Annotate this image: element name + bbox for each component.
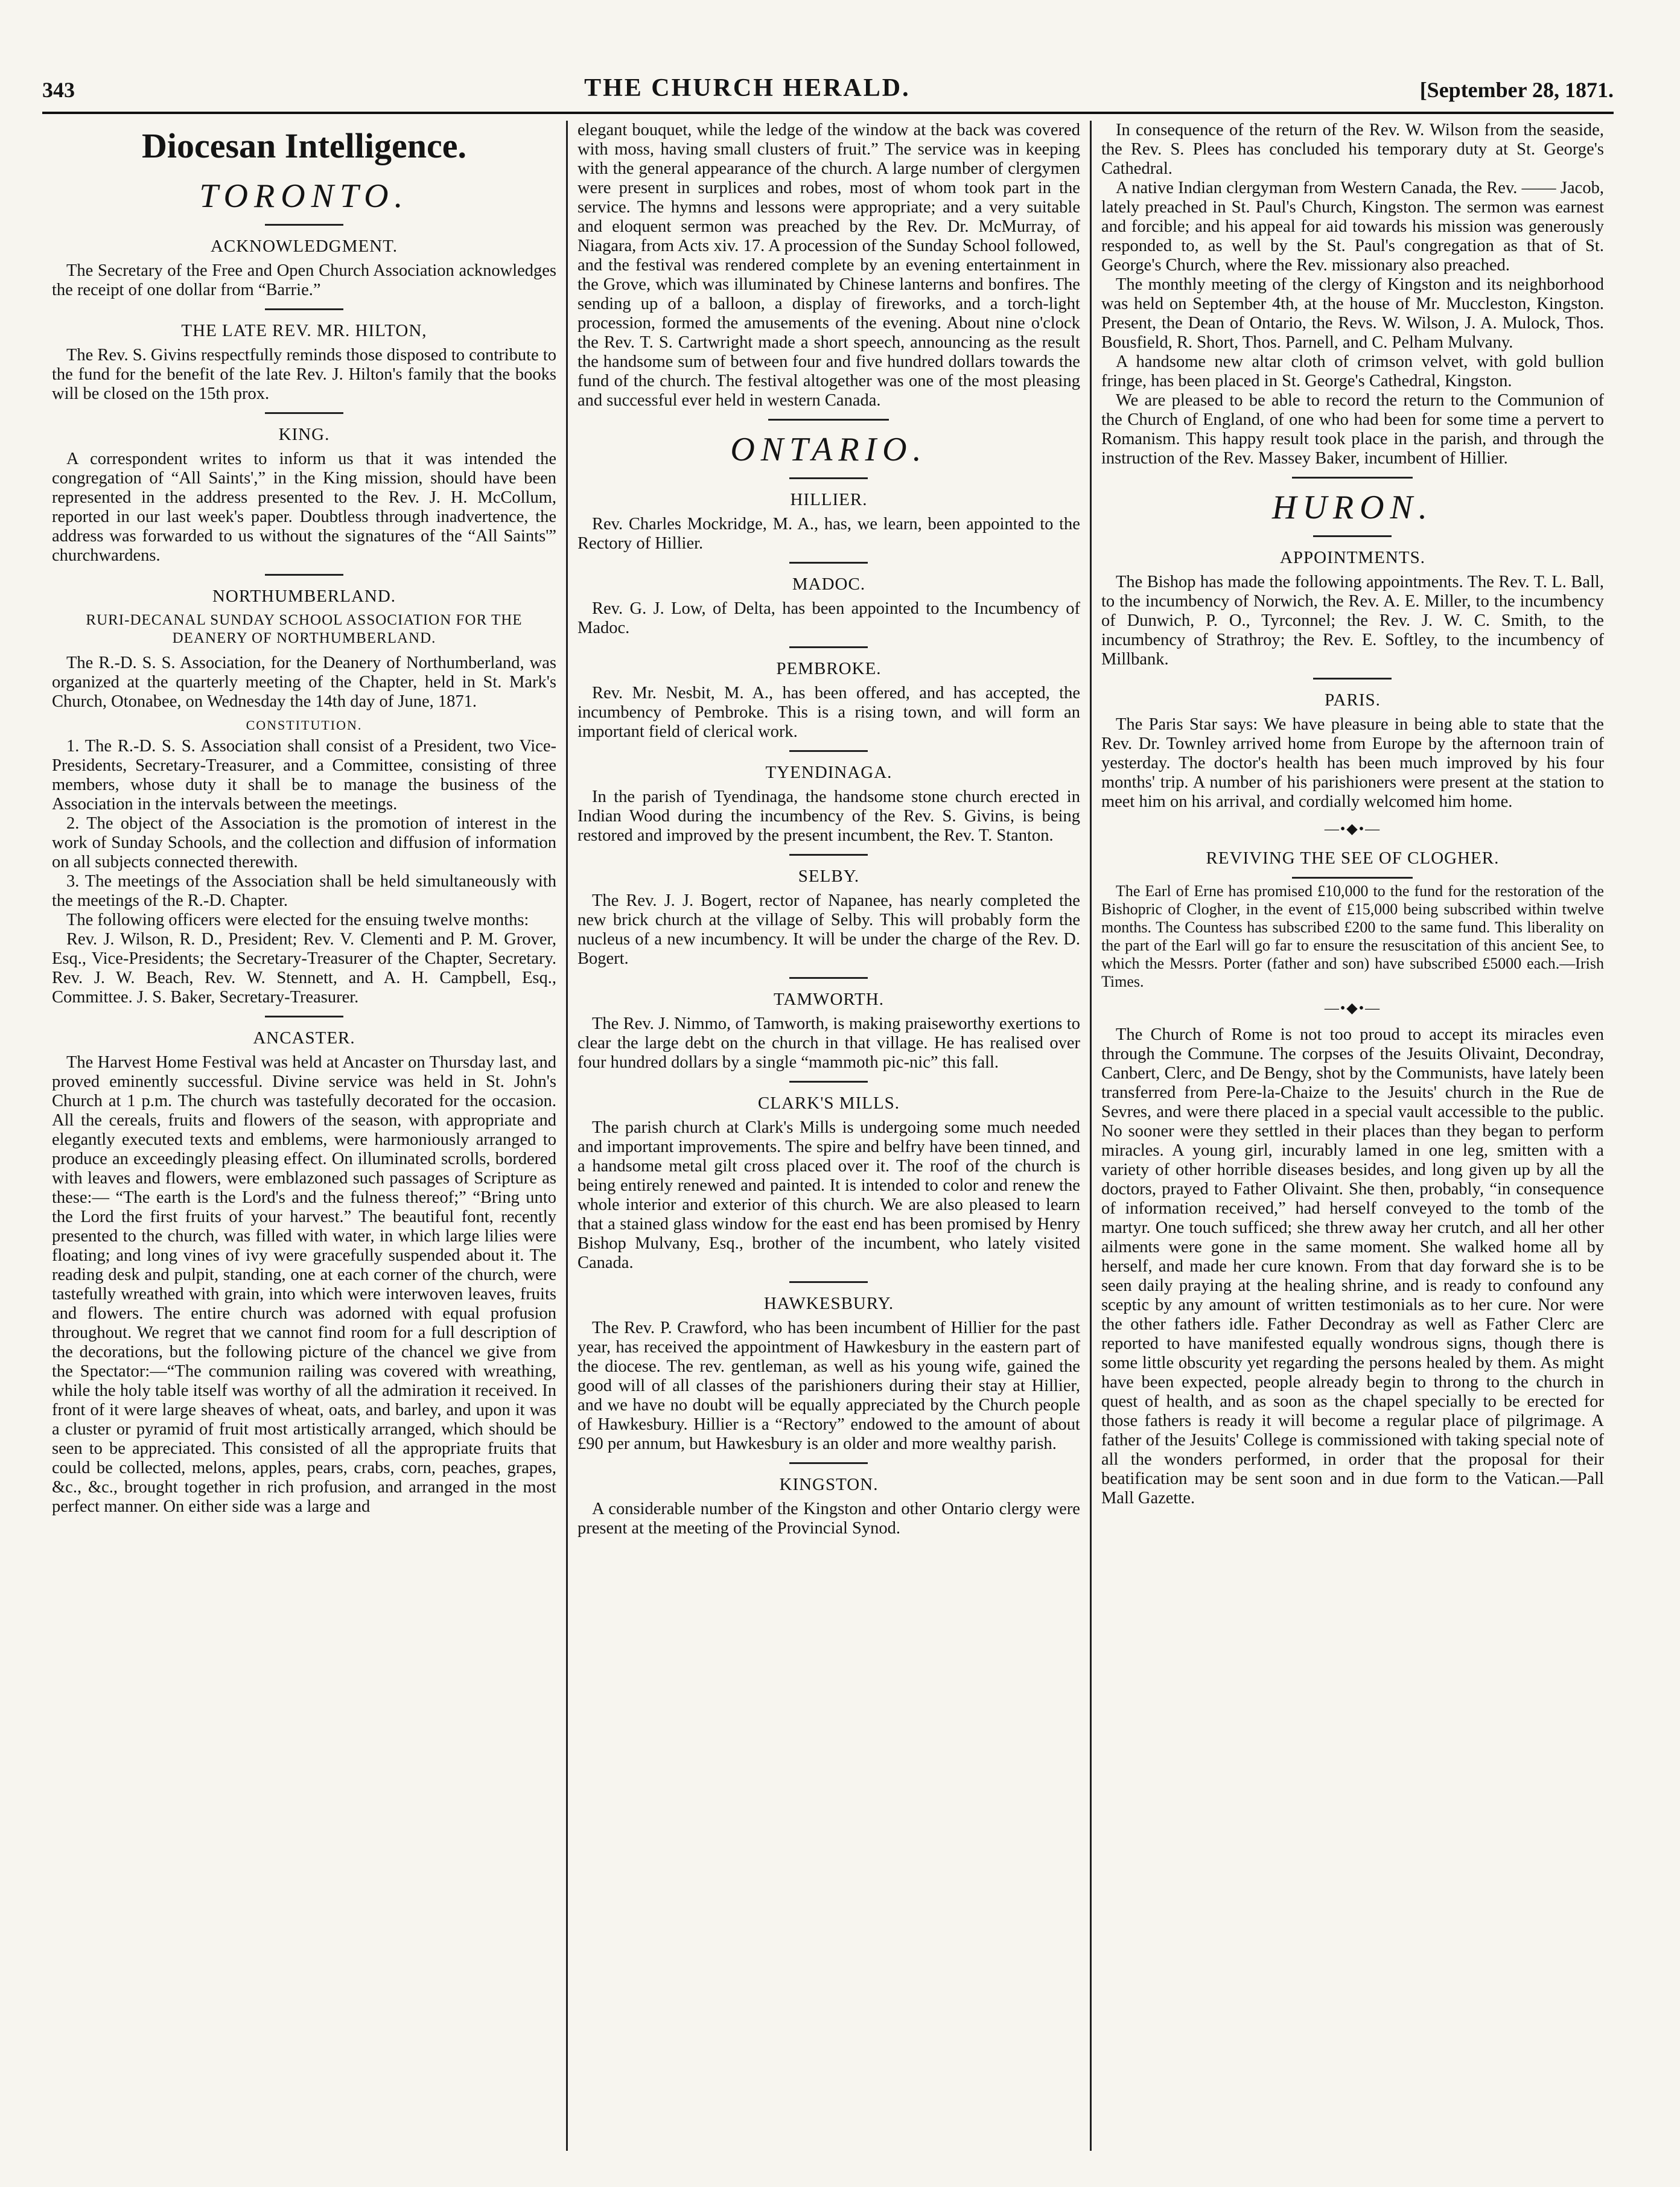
association-heading: RURI-DECANAL SUNDAY SCHOOL ASSOCIATION FOR THE DEANERY OF NORTHUMBERLAND. — [86, 612, 523, 646]
article-title: HILLIER. — [790, 490, 868, 509]
article-text: A native Indian clergyman from Western Canada, the Rev. —— Jacob, lately preached in St. Paul's Church, Kingston. The sermon was earnest and forcible; and his appeal for aid towards his mission was generously responded to, as well by the St. Paul's congregation as that of St. George's Church, where the Rev. missionary also preached. — [1101, 179, 1604, 275]
article-title: ACKNOWLEDGMENT. — [210, 237, 398, 256]
article-text: Rev. J. Wilson, R. D., President; Rev. V. Clementi and P. M. Grover, Esq., Vice-Presidents; the Secretary-Treasurer of the Chapter, Secretary. Rev. J. W. Beach, Rev. W. Stennett, and A. H. Campbell, Esq., Committee. J. S. Baker, Secretary-Treasurer. — [52, 930, 556, 1007]
issue-date: [September 28, 1871. — [1419, 78, 1614, 102]
article-text: Rev. G. J. Low, of Delta, has been appointed to the Incumbency of Madoc. — [577, 599, 1080, 637]
article-title: NORTHUMBERLAND. — [212, 587, 396, 606]
article-text: A correspondent writes to inform us that it was intended the congregation of “All Saints',” in the King mission, should have been represented in the address presented to the Rev. J. H. McCollum, reported in our last week's paper. Doubtless through inadvertence, the address was forwarded to us without the signatures of the “All Saints'” churchwardens. — [52, 450, 556, 565]
article-title: TAMWORTH. — [774, 990, 884, 1009]
divider — [789, 1462, 868, 1464]
article-title: REVIVING THE SEE OF CLOGHER. — [1206, 848, 1500, 868]
divider — [265, 574, 343, 576]
divider — [789, 646, 868, 648]
section-title-huron: HURON. — [1272, 489, 1433, 526]
article-text: The Rev. P. Crawford, who has been incumbent of Hillier for the past year, has received the appointment of Hawkesbury in the eastern part of the diocese. The rev. gentleman, as well as his young wife, gained the good will of all classes of the parishioners during their stay at Hillier, and we have no doubt will be equally appreciated by the Church people of Hawkesbury. Hillier is a “Rectory” endowed to the amount of about £90 per annum, but Hawkesbury is an older and more wealthy parish. — [577, 1319, 1080, 1453]
article-text: The Rev. J. J. Bogert, rector of Napanee, has nearly completed the new brick church at the village of Selby. This will probably form the nucleus of a new incumbency. It will be under the charge of the Rev. D. Bogert. — [577, 891, 1080, 968]
header-rule — [42, 112, 1614, 114]
article-text-continued: elegant bouquet, while the ledge of the window at the back was covered with moss, having small clusters of fruit.” The service was in keeping with the general appearance of the church. A large number of clergymen were present in surplices and robes, most of whom took part in the service. The hymns and lessons were appropriate; and a very suitable and eloquent sermon was preached by the Rev. Dr. McMurray, of Niagara, from Acts xiv. 17. A procession of the Sunday School followed, and the festival was rendered complete by an evening entertainment in the Grove, which was illuminated by Chinese lanterns and bonfires. The sending up of a balloon, a display of fireworks, and a torch-light procession, formed the amusements of the evening. About nine o'clock the Rev. T. S. Cartwright made a short speech, announcing as the result the handsome sum of between four and five hundred dollars towards the fund of the church. The festival altogether was one of the most pleasing and successful ever held in western Canada. — [577, 121, 1080, 410]
column-1 — [42, 121, 566, 2151]
divider — [265, 412, 343, 414]
divider — [789, 977, 868, 979]
article-text: The Earl of Erne has promised £10,000 to the fund for the restoration of the Bishopric of Clogher, in the event of £15,000 being subscribed within twelve months. The Countess has subscribed £200 to the same fund. This liberality on the part of the Earl will go far to ensure the resuscitation of this ancient See, to which the Messrs. Porter (father and son) have subscribed £5000 each.—Irish Times. — [1101, 882, 1604, 990]
article-text: The Bishop has made the following appointments. The Rev. T. L. Ball, to the incumbency of Norwich, the Rev. A. E. Miller, to the incumbency of Dunwich, P. O., Tyrconnel; the Rev. J. W. C. Smith, to the incumbency of Strathroy; the Rev. E. Softley, to the incumbency of Millbank. — [1101, 573, 1604, 669]
page-number: 343 — [42, 78, 75, 102]
article-title: CLARK'S MILLS. — [757, 1094, 900, 1113]
divider — [789, 750, 868, 752]
divider — [789, 854, 868, 856]
article-text: The Paris Star says: We have pleasure in being able to state that the Rev. Dr. Townley arrived home from Europe by the afternoon train of yesterday. The doctor's health has been much improved by his four months' trip. A number of his parishioners were present at the station to meet him on his arrival, and cordially welcomed him home. — [1101, 715, 1604, 811]
masthead: THE CHURCH HERALD. — [584, 74, 911, 102]
divider — [265, 308, 343, 310]
article-title: APPOINTMENTS. — [1279, 548, 1425, 567]
divider — [265, 1016, 343, 1017]
article-text: The Rev. S. Givins respectfully reminds those disposed to contribute to the fund for the benefit of the late Rev. J. Hilton's family that the books will be closed on the 15th prox. — [52, 346, 556, 403]
section-title-ontario: ONTARIO. — [730, 431, 928, 468]
article-text: The R.-D. S. S. Association, for the Deanery of Northumberland, was organized at the quarterly meeting of the Chapter, held in St. Mark's Church, Otonabee, on Wednesday the 14th day of June, 1871. — [52, 654, 556, 711]
article-text: Rev. Charles Mockridge, M. A., has, we learn, been appointed to the Rectory of Hillier. — [577, 515, 1080, 553]
divider — [1313, 678, 1392, 680]
article-text: The following officers were elected for the ensuing twelve months: — [66, 911, 529, 929]
article-text: In the parish of Tyendinaga, the handsome stone church erected in Indian Wood during the incumbency of the Rev. S. Givins, is being restored and improved by the present incumbent, the Rev. T. Stanton. — [577, 788, 1080, 845]
article-text: We are pleased to be able to record the return to the Communion of the Church of England, of one who had been for some time a pervert to Romanism. This happy result took place in the parish, and through the instruction of the Rev. Massey Baker, incumbent of Hillier. — [1101, 391, 1604, 468]
divider — [1292, 477, 1413, 479]
article-title: ANCASTER. — [253, 1028, 355, 1048]
section-title-toronto: TORONTO. — [199, 177, 409, 215]
divider — [265, 224, 343, 226]
ornamental-divider: —•◆•— — [1324, 821, 1381, 837]
column-2 — [566, 121, 1090, 2151]
article-text: The Church of Rome is not too proud to accept its miracles even through the Commune. The corpses of the Jesuits Olivaint, Decondray, Canbert, Clerc, and De Bengy, shot by the Communists, have lately been transferred from Pere-la-Chaize to the Jesuits' church in the Rue de Sevres, and were there placed in a special vault accessible to the public. No sooner were they settled in their places than they began to perform miracles. A young girl, incurably lamed in one leg, smitten with a variety of other horrible diseases besides, and long given up by all the doctors, prayed to Father Olivaint. She then, probably, “in consequence of information received,” had herself conveyed to the tomb of the martyr. One touch sufficed; she threw away her crutch, and all her other ailments were gone in the same moment. She walked home all by herself, and made her cure known. From that day forward she is to be seen daily praying at the healing shrine, and is ready to confound any sceptic by any amount of written testimonials as to her cure. Nor were the other fathers idle. Father Decondray as well as Father Clerc are reported to have manifested equally wondrous signs, though there is some little obscurity yet regarding the persons healed by them. As might have been expected, people already begin to throng to the church in quest of health, and as soon as the chapel specially to be erected for those fathers is ready it will become a regular place of pilgrimage. A father of the Jesuits' College is commissioned with taking special note of all the wonders performed, in order that the proposal for their beatification may be sent soon and in due form to the Vatican.—Pall Mall Gazette. — [1101, 1025, 1604, 1507]
article-title: TYENDINAGA. — [765, 763, 892, 782]
article-text: 1. The R.-D. S. S. Association shall consist of a President, two Vice-Presidents, Secretary-Treasurer, and a Committee, consisting of three members, whose duty it shall be to manage the business of the Association in the intervals between the meetings. — [52, 737, 556, 813]
article-title: KINGSTON. — [779, 1475, 879, 1494]
divider — [1292, 877, 1413, 879]
article-text: In consequence of the return of the Rev. W. Wilson from the seaside, the Rev. S. Plees has concluded his temporary duty at St. George's Cathedral. — [1101, 121, 1604, 178]
article-text: A considerable number of the Kingston and other Ontario clergy were present at the meeting of the Provincial Synod. — [577, 1500, 1080, 1538]
article-text: The Harvest Home Festival was held at Ancaster on Thursday last, and proved eminently successful. Divine service was held in St. John's Church at 1 p.m. The church was tastefully decorated for the occasion. All the cereals, fruits and flowers of the season, with appropriate and elegantly executed texts and emblems, were harmoniously arranged to produce an exceedingly pleasing effect. On illuminated scrolls, bordered with leaves and flowers, were emblazoned such passages of Scripture as these:— “The earth is the Lord's and the fulness thereof;” “Bring unto the Lord the first fruits of your harvest.” The beautiful font, recently presented to the church, was filled with water, in which large lilies were floating; and long vines of ivy were gracefully suspended about it. The reading desk and pulpit, standing, one at each corner of the church, were tastefully wreathed with grain, into which were interwoven leaves, fruits and flowers. The entire church was adorned with equal profusion throughout. We regret that we cannot find room for a full description of the decorations, but the following picture of the chancel we give from the Spectator:—“The communion railing was covered with wreathing, while the holy table itself was worthy of all the admiration it received. In front of it were large sheaves of wheat, oats, and barley, and upon it was a cluster or pyramid of fruit most artistically arranged, which should be seen to be appreciated. This consisted of all the appropriate fruits that could be collected, melons, apples, pears, crabs, corn, peaches, grapes, &c., &c., brought together in rich profusion, and arranged in the most perfect manner. On either side was a large and — [52, 1053, 556, 1516]
divider — [1313, 535, 1392, 537]
article-text: A handsome new altar cloth of crimson velvet, with gold bullion fringe, has been placed in St. George's Cathedral, Kingston. — [1101, 352, 1604, 390]
divider — [768, 419, 889, 421]
section-heading-diocesan: Diocesan Intelligence. — [141, 126, 466, 165]
article-text: The Secretary of the Free and Open Church Association acknowledges the receipt of one dollar from “Barrie.” — [52, 261, 556, 299]
divider — [789, 1281, 868, 1283]
running-head — [42, 60, 1614, 103]
divider — [789, 1081, 868, 1083]
article-title: PEMBROKE. — [776, 659, 882, 678]
constitution-heading: CONSTITUTION. — [246, 718, 363, 733]
divider — [789, 562, 868, 564]
columns — [42, 121, 1614, 2151]
article-title: MADOC. — [792, 575, 866, 594]
article-title: SELBY. — [798, 867, 860, 886]
article-title: HAWKESBURY. — [763, 1294, 894, 1313]
article-text: The parish church at Clark's Mills is undergoing some much needed and important improvements. The spire and belfry have been tinned, and a handsome metal gilt cross placed over it. The roof of the church is being entirely renewed and painted. It is intended to color and renew the whole interior and exterior of this church. We are also pleased to learn that a stained glass window for the east end has been promised by Henry Bishop Mulvany, Esq., brother of the incumbent, who lately visited Canada. — [577, 1118, 1080, 1272]
divider — [789, 477, 868, 479]
article-text: The Rev. J. Nimmo, of Tamworth, is making praiseworthy exertions to clear the large debt on the church in that village. He has realised over four hundred dollars by a single “mammoth pic-nic” this fall. — [577, 1014, 1080, 1072]
article-text: The monthly meeting of the clergy of Kingston and its neighborhood was held on September 4th, at the house of Mr. Muccleston, Kingston. Present, the Dean of Ontario, the Revs. W. Wilson, J. A. Mulock, Thos. Bousfield, R. Short, Thos. Parnell, and C. Pelham Mulvany. — [1101, 275, 1604, 352]
column-3 — [1090, 121, 1614, 2151]
article-title: KING. — [278, 425, 330, 444]
article-title: PARIS. — [1325, 690, 1381, 710]
article-text: Rev. Mr. Nesbit, M. A., has been offered, and has accepted, the incumbency of Pembroke. This is a rising town, and will form an important field of clerical work. — [577, 684, 1080, 741]
article-text: 2. The object of the Association is the promotion of interest in the work of Sunday Schools, and the collection and diffusion of information on all subjects connected therewith. — [52, 814, 556, 871]
article-title: THE LATE REV. MR. HILTON, — [181, 321, 427, 340]
article-text: 3. The meetings of the Association shall be held simultaneously with the meetings of the R.-D. Chapter. — [52, 872, 556, 910]
ornamental-divider: —•◆•— — [1324, 1001, 1381, 1016]
